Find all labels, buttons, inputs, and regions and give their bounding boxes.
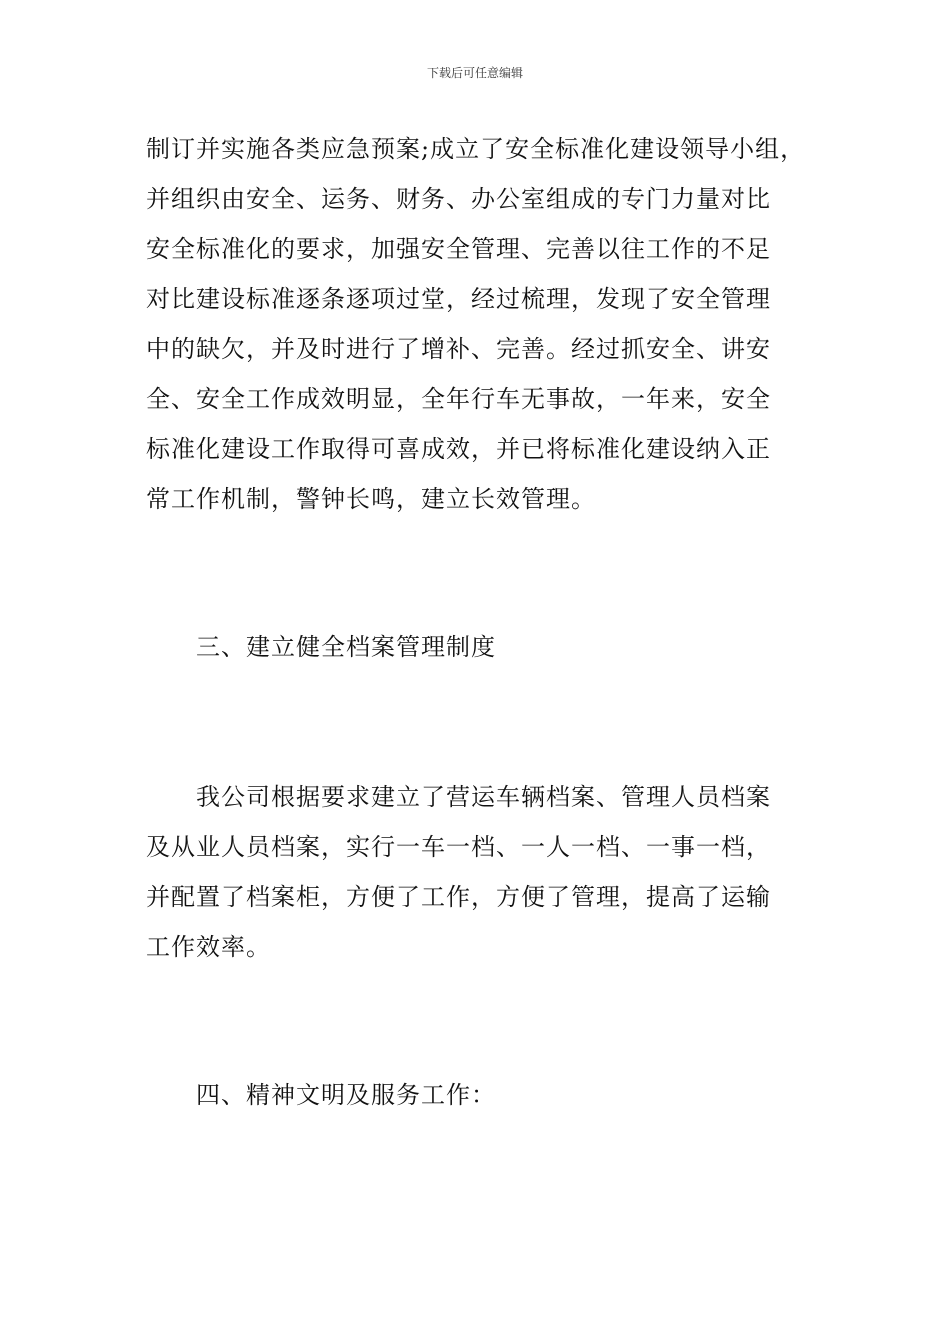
- paragraph-line: 及从业人员档案，实行一车一档、一人一档、一事一档，: [146, 833, 771, 861]
- paragraph-line: 中的缺欠，并及时进行了增补、完善。经过抓安全、讲安: [146, 335, 771, 363]
- section-heading-service: [146, 1070, 818, 1120]
- paragraph-line: 标准化建设工作取得可喜成效，并已将标准化建设纳入正: [146, 435, 771, 463]
- paragraph-line: 工作效率。: [146, 933, 271, 961]
- paragraph-line: 并组织由安全、运务、财务、办公室组成的专门力量对比: [146, 185, 771, 213]
- paragraph-line: 全、安全工作成效明显，全年行车无事故，一年来，安全: [146, 385, 771, 413]
- paragraph-line: 并配置了档案柜，方便了工作，方便了管理，提高了运输: [146, 883, 771, 911]
- paragraph-line: 制订并实施各类应急预案;成立了安全标准化建设领导小组，: [146, 135, 806, 163]
- heading-text: 三、建立健全档案管理制度: [196, 633, 496, 661]
- heading-text: 四、精神文明及服务工作：: [196, 1081, 496, 1109]
- paragraph-line: 常工作机制，警钟长鸣，建立长效管理。: [146, 485, 596, 513]
- section-heading-archives: [146, 622, 818, 672]
- paragraph-line: 对比建设标准逐条逐项过堂，经过梳理，发现了安全管理: [146, 285, 771, 313]
- page-header-note: 下载后可任意编辑: [426, 66, 523, 80]
- paragraph-line: 安全标准化的要求，加强安全管理、完善以往工作的不足: [146, 235, 771, 263]
- paragraph-archives: [146, 772, 818, 972]
- paragraph-line: 我公司根据要求建立了营运车辆档案、管理人员档案: [196, 783, 771, 811]
- paragraph-safety: [146, 124, 818, 524]
